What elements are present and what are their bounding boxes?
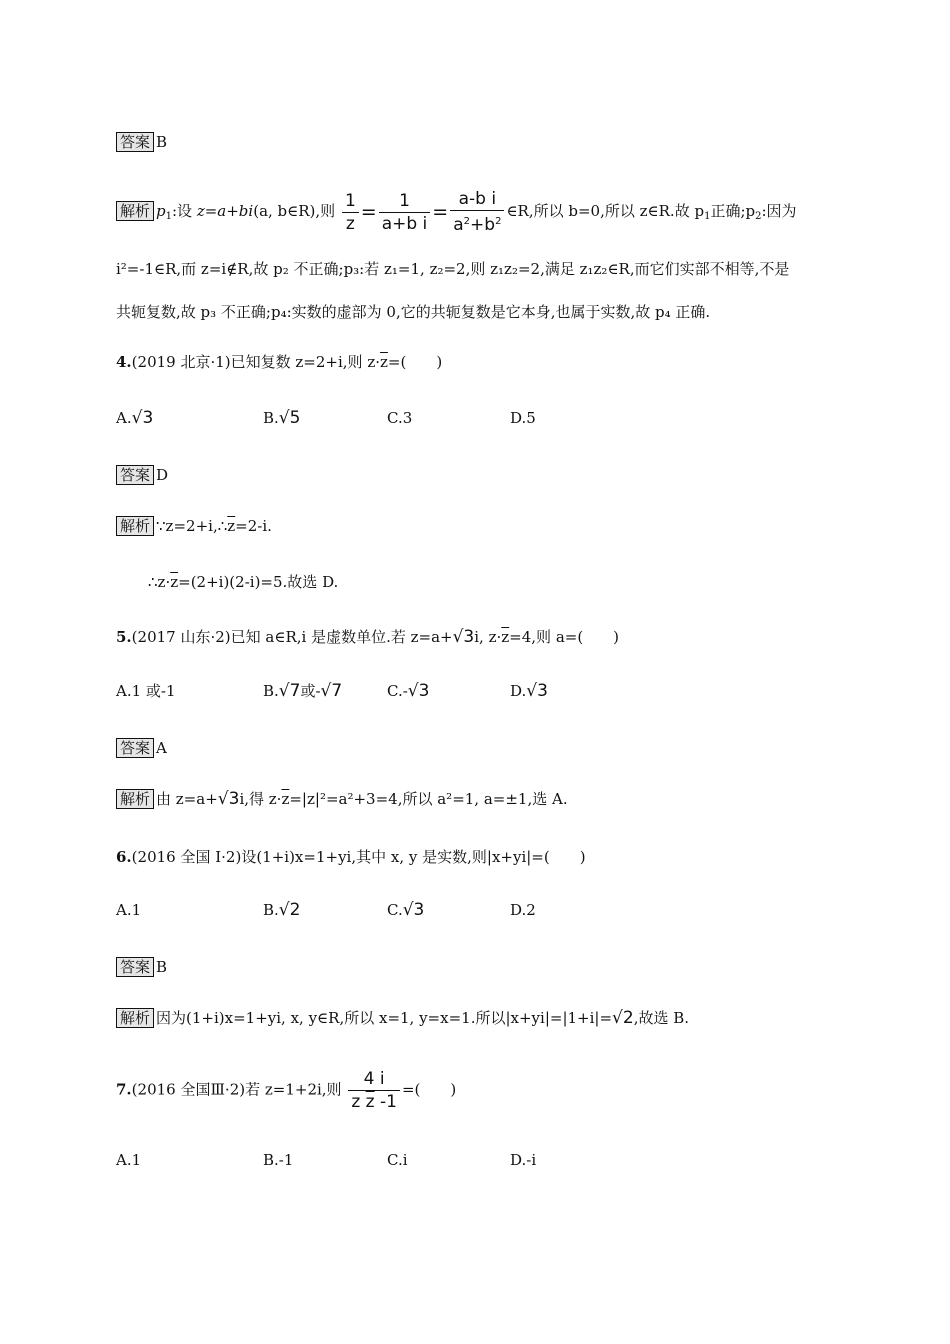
- q5-option-a: A.1 或-1: [116, 682, 176, 700]
- q3-p1-sub-2: 1: [704, 211, 711, 222]
- q4-opt-a-label: A.: [116, 409, 132, 427]
- q4-stem-conj: $\overline{z}$: [380, 353, 388, 371]
- q4-option-a: [116, 407, 153, 429]
- q3-text5: ∈R,所以 b=0,所以 z∈R.故 p: [506, 202, 705, 220]
- q3-text2: :设: [172, 202, 197, 220]
- q7-stem-pre: (2016 全国Ⅲ·2)若 z=1+2i,则: [131, 1080, 342, 1099]
- q3-fraction-3: [450, 188, 504, 236]
- q7-number: 7.: [116, 1080, 132, 1099]
- q5-opt-c-label: C.-: [387, 682, 408, 700]
- q6-number: 6.: [116, 848, 132, 866]
- q7-fraction: [348, 1068, 400, 1113]
- q5-opt-d-label: D.: [510, 682, 527, 700]
- q7-option-b: B.-1: [263, 1151, 294, 1169]
- q5-stem-rad: √3: [452, 627, 475, 647]
- q5-stem: [116, 626, 619, 648]
- q7-frac-num: 4 i: [348, 1068, 400, 1091]
- q6-answer-line: [116, 956, 167, 978]
- q4-stem: [116, 351, 442, 373]
- q3-text7: :因为: [761, 202, 797, 220]
- q4-number: 4.: [116, 353, 132, 371]
- analysis-label: 解析: [116, 201, 154, 221]
- q6-option-d: D.2: [510, 901, 536, 919]
- q3-text4: (a, b∈R),则: [253, 202, 336, 220]
- q3-analysis-line1: 解析 $p_1$:设 z=a+bi(a, b∈R),则 $\frac{1}{z}$ = $\frac{1}{\text{a+b i}}$ = $\frac{\text{a-b i}}{a^2+b^2}$ ∈R,所以 b=0,所以 z∈R.故 $p_1$正确$;p_2$:因为: [116, 188, 797, 236]
- q3-frac2-num: 1: [379, 190, 431, 213]
- q6-opt-c-label: C.: [387, 901, 403, 919]
- q3-text6: 正确;p: [710, 202, 756, 220]
- q4-a2-pre: ∴z·: [148, 573, 171, 591]
- q3-analysis-line3: 共轭复数,故 p₃ 不正确;p₄:实数的虚部为 0,它的共轭复数是它本身,也属于实数,故 p₄ 正确.: [116, 303, 711, 321]
- q4-opt-a-rad: √3: [131, 408, 154, 428]
- q3-frac3-den-plus: +b: [470, 215, 496, 235]
- q3-frac3-num: a-b i: [450, 188, 504, 211]
- q4-a1-conj: $\overline{z}$: [227, 517, 236, 535]
- q5-answer: A: [156, 739, 167, 757]
- q3-frac1-num: 1: [342, 190, 359, 213]
- q4-a1-pre: ∵z=2+i,∴: [156, 517, 228, 535]
- q5-opt-c-rad: √3: [407, 681, 430, 701]
- q5-opt-b-label: B.: [263, 682, 279, 700]
- q7-den-conj: $\overline{z}$: [365, 1092, 375, 1112]
- q7-den-pre: z: [351, 1092, 366, 1112]
- q6-a-pre: 因为(1+i)x=1+yi, x, y∈R,所以 x=1, y=x=1.所以|x+yi|=|1+i|=: [156, 1009, 613, 1027]
- q4-a2-conj: $\overline{z}$: [170, 573, 179, 591]
- q5-stem-end: =4,则 a=( ): [509, 628, 620, 646]
- answer-label: 答案: [116, 957, 154, 977]
- q3-frac3-sup2: 2: [495, 216, 502, 227]
- q6-option-a: A.1: [116, 901, 142, 919]
- q3-fraction-1: [342, 190, 359, 235]
- q3-text3: z=a+bi: [196, 202, 254, 220]
- q7-option-a: A.1: [116, 1151, 142, 1169]
- q3-eq1: =: [360, 201, 377, 223]
- q4-option-b: [263, 407, 300, 429]
- q4-answer: D: [156, 466, 169, 484]
- q6-stem-text: (2016 全国 Ⅰ·2)设(1+i)x=1+yi,其中 x, y 是实数,则|x+yi|=( ): [131, 848, 586, 866]
- q5-number: 5.: [116, 628, 132, 646]
- q5-opt-b-rad1: √7: [278, 681, 301, 701]
- q5-opt-b-rad2: √7: [320, 681, 343, 701]
- q3-frac2-den: a+b i: [381, 213, 428, 234]
- q3-eq2: =: [432, 201, 449, 223]
- answer-label: 答案: [116, 132, 154, 152]
- q7-stem: [116, 1068, 456, 1113]
- analysis-label: 解析: [116, 516, 154, 536]
- q6-option-b: [263, 899, 300, 921]
- q7-frac-den: [348, 1091, 400, 1113]
- q3-fraction-2: [379, 190, 431, 235]
- q5-option-b: [263, 680, 342, 702]
- q6-opt-b-label: B.: [263, 901, 279, 919]
- q5-opt-d-rad: √3: [526, 681, 548, 701]
- q5-a-conj: $\overline{z}$: [281, 790, 290, 808]
- q4-option-c: C.3: [387, 409, 413, 427]
- q4-option-d: D.5: [510, 409, 536, 427]
- q5-stem-pre: (2017 山东·2)已知 a∈R,i 是虚数单位.若 z=a+: [131, 628, 453, 646]
- q5-a-end: =|z|²=a²+3=4,所以 a²=1, a=±1,选 A.: [289, 790, 568, 808]
- q3-p1: p: [156, 202, 166, 220]
- q6-opt-c-rad: √3: [402, 900, 425, 920]
- q7-den-end: -1: [374, 1092, 397, 1112]
- q4-opt-b-rad: √5: [278, 408, 301, 428]
- q3-frac1-den: z: [345, 213, 355, 234]
- q4-analysis-line1: [116, 515, 272, 537]
- q4-answer-line: [116, 464, 168, 486]
- analysis-label: 解析: [116, 1008, 154, 1028]
- q7-stem-end: =( ): [401, 1080, 457, 1099]
- q4-opt-b-label: B.: [263, 409, 279, 427]
- q5-a-mid: i,得 z·: [239, 790, 282, 808]
- q3-frac3-den: [450, 211, 504, 236]
- q5-stem-conj: $\overline{z}$: [501, 628, 510, 646]
- q4-stem-text: (2019 北京·1)已知复数 z=2+i,则 z·: [131, 353, 380, 371]
- q5-a-rad: √3: [217, 789, 240, 809]
- q3-p1-sub: 1: [165, 211, 172, 222]
- q5-answer-line: [116, 737, 167, 759]
- analysis-label: 解析: [116, 789, 154, 809]
- q5-option-d: [510, 680, 548, 702]
- q4-analysis-line2: [148, 571, 338, 593]
- q4-a1-end: =2-i.: [235, 517, 272, 535]
- q3-answer: B: [156, 133, 168, 151]
- q3-analysis-line2: i²=-1∈R,而 z=i∉R,故 p₂ 不正确;p₃:若 z₁=1, z₂=2,则 z₁z₂=2,满足 z₁z₂∈R,而它们实部不相等,不是: [116, 260, 790, 278]
- q5-opt-b-mid: 或-: [300, 682, 321, 700]
- q6-stem: [116, 846, 586, 868]
- q6-opt-b-rad: √2: [278, 900, 301, 920]
- q6-a-rad: √2: [612, 1008, 634, 1028]
- q3-frac3-sup1: 2: [463, 216, 471, 227]
- q6-option-c: [387, 899, 424, 921]
- q7-option-c: C.i: [387, 1151, 408, 1169]
- q5-stem-mid: i, z·: [474, 628, 502, 646]
- answer-label: 答案: [116, 465, 154, 485]
- q4-stem-end: =( ): [387, 353, 443, 371]
- answer-label: 答案: [116, 738, 154, 758]
- q5-option-c: [387, 680, 429, 702]
- q3-frac3-den-a: a: [453, 215, 464, 235]
- q6-answer: B: [156, 958, 168, 976]
- q7-option-d: D.-i: [510, 1151, 537, 1169]
- q5-a-pre: 由 z=a+: [156, 790, 218, 808]
- q6-analysis-line: [116, 1007, 689, 1029]
- q3-answer-line: [116, 131, 167, 153]
- q4-a2-end: =(2+i)(2-i)=5.故选 D.: [178, 573, 339, 591]
- q5-analysis-line: [116, 788, 568, 810]
- q6-a-end: ,故选 B.: [633, 1009, 690, 1027]
